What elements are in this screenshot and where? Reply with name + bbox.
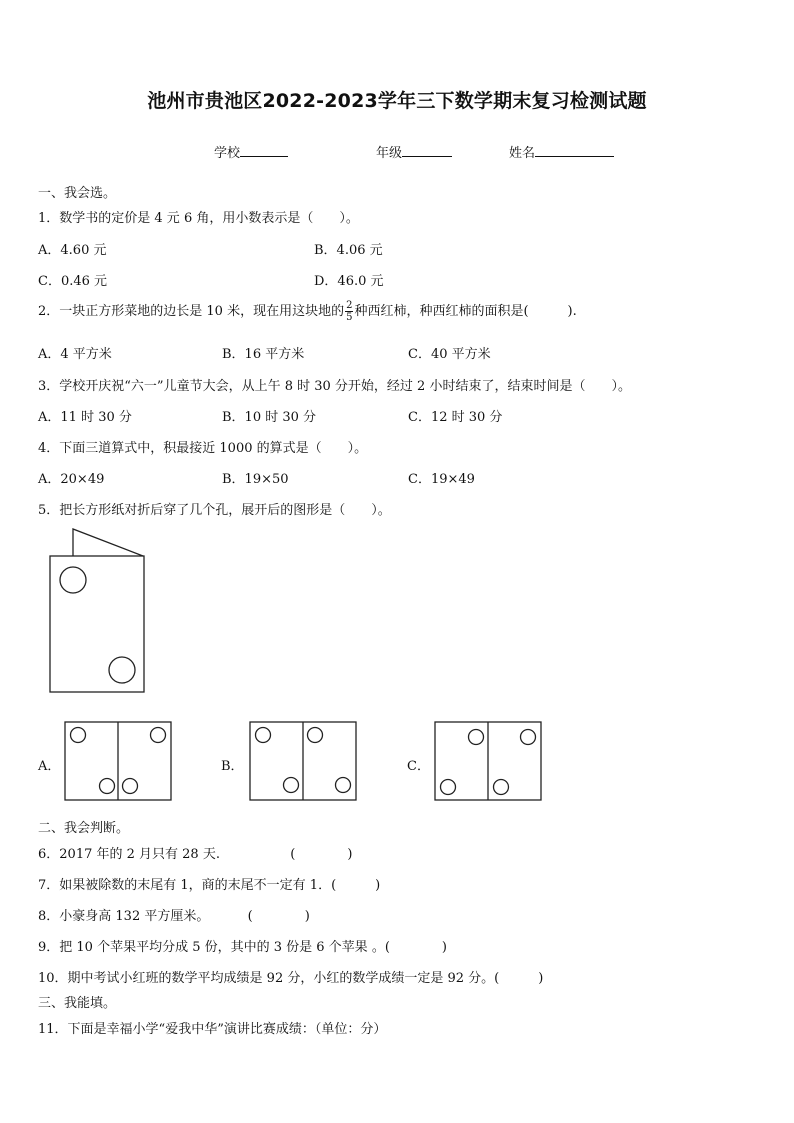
name-label: 姓名 <box>509 146 536 161</box>
q1-option-c[interactable]: C．0.46 元 <box>38 274 108 289</box>
question-3: 3．学校开庆祝“六一”儿童节大会，从上午 8 时 30 分开始，经过 2 小时结束了，结束时间是（ ）。 <box>38 379 631 394</box>
q1-option-a[interactable]: A．4.60 元 <box>38 243 107 258</box>
folded-paper-figure <box>48 528 148 696</box>
q10-answer-paren[interactable]: ( ) <box>494 971 544 986</box>
name-field <box>509 142 614 161</box>
folded-flap <box>73 529 143 556</box>
question-2 <box>38 300 577 323</box>
q3-option-c[interactable]: C．12 时 30 分 <box>408 410 503 425</box>
q8-text: 8．小豪身高 132 平方厘米。 <box>38 909 210 924</box>
section-3-heading: 三、我能填。 <box>38 996 117 1011</box>
q9-text: 9．把 10 个苹果平均分成 5 份，其中的 3 份是 6 个苹果 。 <box>38 940 385 955</box>
q5-option-a-figure[interactable] <box>64 721 174 803</box>
q4-option-a[interactable]: A．20×49 <box>38 472 105 487</box>
q9-answer-paren[interactable]: ( ) <box>384 940 447 955</box>
question-9 <box>38 936 447 955</box>
q6-answer-paren[interactable]: ( ) <box>290 847 353 862</box>
q5-option-b-label[interactable]: B． <box>221 759 244 774</box>
q5-option-c-label[interactable]: C． <box>407 759 430 774</box>
q1-option-d[interactable]: D．46.0 元 <box>314 274 384 289</box>
q5-option-a-label[interactable]: A． <box>38 759 61 774</box>
section-1-heading: 一、我会选。 <box>38 186 117 201</box>
name-blank[interactable] <box>535 144 614 157</box>
q5-option-b-figure[interactable] <box>249 721 359 803</box>
q7-text: 7．如果被除数的末尾有 1，商的末尾不一定有 1． <box>38 878 332 893</box>
q4-option-c[interactable]: C．19×49 <box>408 472 475 487</box>
q2-option-a[interactable]: A．4 平方米 <box>38 347 112 362</box>
question-6 <box>38 843 352 862</box>
section-2-heading: 二、我会判断。 <box>38 821 130 836</box>
folded-rectangle <box>50 556 144 692</box>
fraction-denominator: 5 <box>346 312 353 323</box>
q6-text: 6．2017 年的 2 月只有 28 天. <box>38 847 220 862</box>
q2-text-before: 2．一块正方形菜地的边长是 10 米，现在用这块地的 <box>38 304 345 319</box>
q2-option-b[interactable]: B．16 平方米 <box>222 347 305 362</box>
q2-text-after: 种西红柿，种西红柿的面积是( ). <box>354 304 577 319</box>
question-1: 1．数学书的定价是 4 元 6 角，用小数表示是（ ）。 <box>38 211 359 226</box>
school-field <box>214 142 288 161</box>
grade-label: 年级 <box>376 146 403 161</box>
grade-field <box>376 142 452 161</box>
page-title: 池州市贵池区2022-2023学年三下数学期末复习检测试题 <box>147 90 647 112</box>
question-7 <box>38 874 380 893</box>
q3-option-b[interactable]: B．10 时 30 分 <box>222 410 317 425</box>
q4-option-b[interactable]: B．19×50 <box>222 472 289 487</box>
school-blank[interactable] <box>240 144 288 157</box>
q8-answer-paren[interactable]: ( ) <box>247 909 310 924</box>
q7-answer-paren[interactable]: ( ) <box>331 878 381 893</box>
q3-option-a[interactable]: A．11 时 30 分 <box>38 410 132 425</box>
question-11: 11．下面是幸福小学“爱我中华”演讲比赛成绩：（单位：分） <box>38 1022 387 1037</box>
q10-text: 10．期中考试小红班的数学平均成绩是 92 分，小红的数学成绩一定是 92 分。 <box>38 971 495 986</box>
hole-top <box>60 567 86 593</box>
q5-option-c-figure[interactable] <box>434 721 544 803</box>
q2-fraction <box>345 300 353 323</box>
school-label: 学校 <box>214 146 241 161</box>
hole-bottom <box>109 657 135 683</box>
fraction-numerator: 2 <box>346 300 353 311</box>
question-10 <box>38 967 543 986</box>
question-5: 5．把长方形纸对折后穿了几个孔，展开后的图形是（ ）。 <box>38 503 391 518</box>
grade-blank[interactable] <box>402 144 452 157</box>
q1-option-b[interactable]: B．4.06 元 <box>314 243 383 258</box>
question-8 <box>38 905 310 924</box>
question-4: 4．下面三道算式中，积最接近 1000 的算式是（ ）。 <box>38 441 368 456</box>
q2-option-c[interactable]: C．40 平方米 <box>408 347 491 362</box>
